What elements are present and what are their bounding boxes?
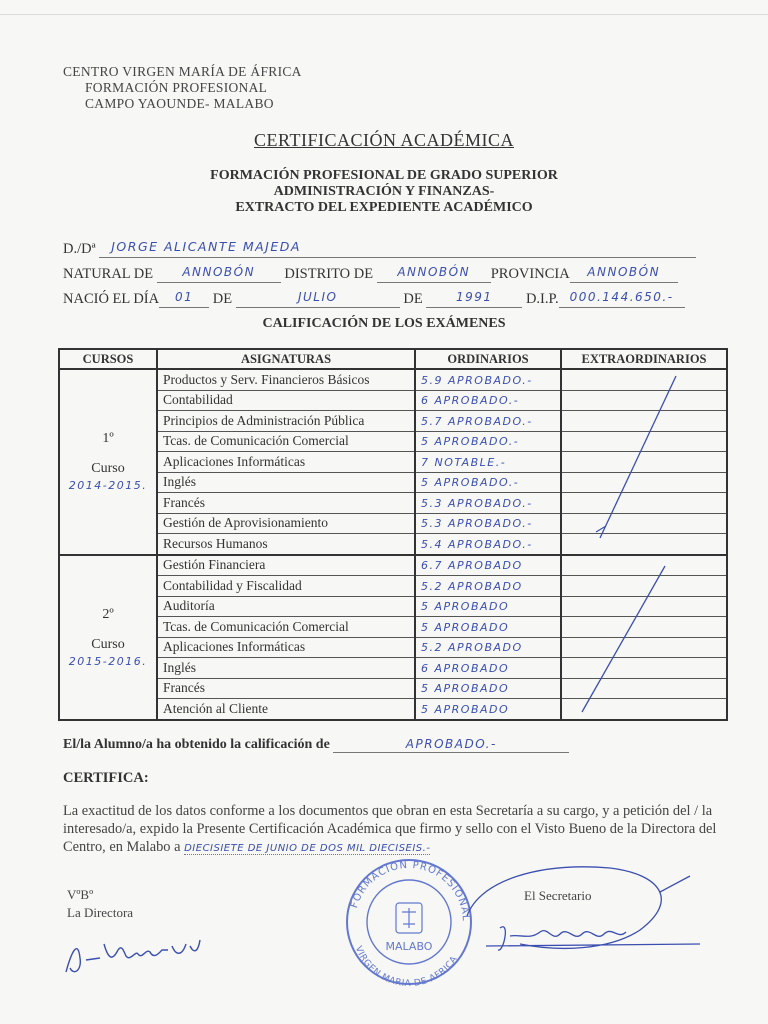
strike-line-course-2 <box>582 566 665 712</box>
header-ordinarios: ORDINARIOS <box>415 349 561 369</box>
subject-cell: Gestión de Aprovisionamiento <box>157 513 415 534</box>
subject-cell: Contabilidad y Fiscalidad <box>157 576 415 597</box>
official-stamp <box>347 860 471 989</box>
subject-cell: Francés <box>157 493 415 514</box>
grades-title: CALIFICACIÓN DE LOS EXÁMENES <box>262 316 506 331</box>
document-title: CERTIFICACIÓN ACADÉMICA <box>254 130 514 150</box>
birth-day: 01 <box>174 290 194 304</box>
grade-value: 5.3 APROBADO.- <box>421 517 533 531</box>
grade-value: 6 APROBADO <box>421 661 510 675</box>
de-label-2: DE <box>403 291 423 307</box>
course1-number: 1º <box>102 431 114 447</box>
institution-subtitle: FORMACIÓN PROFESIONAL <box>85 80 268 95</box>
header-extraordinarios: EXTRAORDINARIOS <box>561 349 727 369</box>
grade-value: 5 APROBADO <box>421 682 510 696</box>
distrito-value: ANNOBÓN <box>397 265 471 279</box>
subject-cell: Tcas. de Comunicación Comercial <box>157 431 415 452</box>
grade-value: 5 APROBADO <box>421 620 510 634</box>
course2-number: 2º <box>102 606 114 622</box>
provincia-value: ANNOBÓN <box>587 265 661 279</box>
directora-signature <box>66 940 200 972</box>
stamp-city-text: MALABO <box>385 940 433 953</box>
secretario-label: El Secretario <box>524 888 592 903</box>
natural-label: NATURAL DE <box>63 266 154 282</box>
grade-value: 5.2 APROBADO <box>421 579 523 593</box>
student-name: JORGE ALICANTE MAJEDA <box>111 239 301 254</box>
course1-years: 2014-2015. <box>68 479 148 493</box>
certifica-heading: CERTIFICA: <box>63 770 149 786</box>
grade-value: 5.4 APROBADO.- <box>421 537 533 551</box>
grade-value: 6 APROBADO.- <box>421 394 520 408</box>
nacio-label: NACIÓ EL DÍA <box>63 291 160 307</box>
subject-cell: Gestión Financiera <box>157 555 415 576</box>
header-asignaturas: ASIGNATURAS <box>157 349 415 369</box>
subject-cell: Atención al Cliente <box>157 699 415 720</box>
subject-cell: Inglés <box>157 658 415 679</box>
grade-value: 5 APROBADO.- <box>421 435 520 449</box>
subject-cell: Recursos Humanos <box>157 534 415 555</box>
directora-label: La Directora <box>67 905 134 920</box>
stamp-bottom-text: VIRGEN MARIA DE AFRICA <box>352 944 460 990</box>
grade-value: 5 APROBADO <box>421 702 510 716</box>
subject-cell: Principios de Administración Pública <box>157 411 415 432</box>
name-label: D./Dª <box>63 241 96 257</box>
dip-label: D.I.P. <box>525 291 559 307</box>
grade-value: 5 APROBADO <box>421 600 510 614</box>
subtitle-line-2: ADMINISTRACIÓN Y FINANZAS- <box>273 184 495 199</box>
de-label-1: DE <box>212 291 233 307</box>
grade-value: 6.7 APROBADO <box>421 559 523 573</box>
grade-value: 5.3 APROBADO.- <box>421 496 533 510</box>
header-cursos: CURSOS <box>59 349 157 369</box>
subject-cell: Contabilidad <box>157 390 415 411</box>
grade-value: 5.9 APROBADO.- <box>421 373 533 387</box>
subtitle-line-3: EXTRACTO DEL EXPEDIENTE ACADÉMICO <box>235 200 533 215</box>
svg-text:FORMACION PROFESIONAL <box>349 860 471 922</box>
birth-month: JULIO <box>297 290 338 304</box>
subject-cell: Inglés <box>157 472 415 493</box>
grade-value: 5 APROBADO.- <box>421 476 520 490</box>
provincia-label: PROVINCIA <box>490 266 570 282</box>
course2-label: Curso <box>91 636 125 652</box>
result-label: El/la Alumno/a ha obtenido la calificación de <box>63 737 330 752</box>
distrito-label: DISTRITO DE <box>284 266 374 282</box>
birth-year: 1991 <box>456 290 493 304</box>
subject-cell: Francés <box>157 678 415 699</box>
dip-value: 000.144.650.- <box>569 290 674 304</box>
strike-line-course-1 <box>600 376 676 538</box>
natural-value: ANNOBÓN <box>182 265 256 279</box>
result-value: APROBADO.- <box>405 737 497 751</box>
grade-value: 7 NOTABLE.- <box>421 455 507 469</box>
institution-campus: CAMPO YAOUNDE- MALABO <box>85 96 274 111</box>
subject-cell: Tcas. de Comunicación Comercial <box>157 617 415 638</box>
course2-years: 2015-2016. <box>68 654 148 668</box>
grade-value: 5.7 APROBADO.- <box>421 414 533 428</box>
subject-cell: Aplicaciones Informáticas <box>157 637 415 658</box>
subject-cell: Productos y Serv. Financieros Básicos <box>157 369 415 390</box>
secretario-signature <box>467 867 700 950</box>
subtitle-line-1: FORMACIÓN PROFESIONAL DE GRADO SUPERIOR <box>210 168 558 183</box>
grade-value: 5.2 APROBADO <box>421 641 523 655</box>
stamp-top-text: FORMACION PROFESIONAL <box>348 859 472 922</box>
issue-date: DIECISIETE DE JUNIO DE DOS MIL DIECISEIS.- <box>184 843 431 854</box>
course1-label: Curso <box>91 461 125 477</box>
paragraph-text: La exactitud de los datos conforme a los documentos que obran en esta Secretaría a su cargo, y a petición del / la interesado/a, expido la Presente Certificación Académica que firmo y sello con el Visto Bueno de la Directora del Centro, en Malabo a <box>63 803 717 855</box>
subject-cell: Aplicaciones Informáticas <box>157 452 415 473</box>
subject-cell: Auditoría <box>157 596 415 617</box>
institution-name: CENTRO VIRGEN MARÍA DE ÁFRICA <box>63 64 302 79</box>
vb-label: VºBº <box>67 887 94 902</box>
